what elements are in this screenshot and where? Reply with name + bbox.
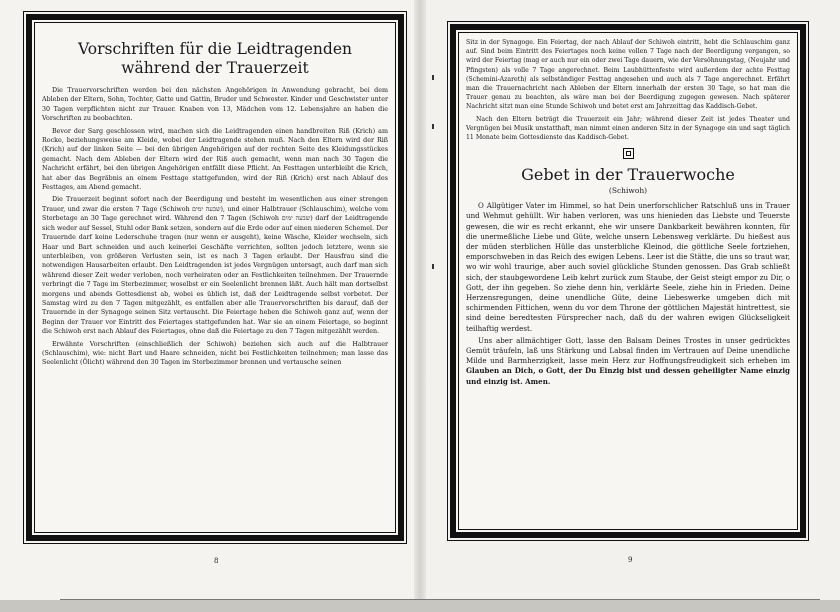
prayer-paragraph: O Allgütiger Vater im Himmel, so hat Dein unerforschlicher Ratschluß uns in Trauer und Wehmut gehüllt. Wir haben verloren, was uns hienieden das Liebste und Teuerste gewesen, die wir es recht erkannt, ehe wir unsere Dankbarkeit bewähren konnten, für die unermeßliche Liebe und Güte, welche unsern Lebensweg verklärte. Du hießest aus der müden sterblichen Hülle das unsterbliche Kleinod, die göttliche Seele fortziehen, emporschweben in das Reich des ewigen Lebens. Leer ist die Stätte, die uns so traut war, wo wir wohl traurige, aber auch soviel glückliche Stunden genossen. Das Grab schließt sich, der staubgewordene Leib kehrt zurück zum Staube, der Geist steigt empor zu Dir, o Gott, der ihn gegeben. So ziehe denn hin, verklärte Seele, ziehe hin in Frieden. Deine Herzensregungen, deine unendliche Güte, deine Liebeswerke umgeben dich mit schirmenden Fittichen, wenn du vor dem Throne der göttlichen Majestät hintrettest, sie sind deine beredtesten Fürsprecher nach, daß du der wahren ewigen Glückseligkeit teilhaftig werdest. bbox=[466, 201, 790, 333]
square-ornament-icon bbox=[623, 148, 634, 159]
paragraph: Bevor der Sarg geschlossen wird, machen sich die Leidtragenden einen handbreiten Riß (Krich) am Rocke, beziehungsweise am Kleide, wobei der Leidtragende stehen muß. Nach den Eltern wird der Riß (Krich) auf der linken Seite — bei den übrigen Angehörigen auf der rechten Seite des Kleidungsstückes gemacht. Nach dem Ableben der Eltern wird der Riß auch gemacht, wenn man nach 30 Tagen die Nachricht erfährt, bei den übrigen Angehörigen entfällt diese Pflicht. An Festtagen unterbleibt die Krich, hat aber das Begräbnis an einem Festtage stattgefunden, wird der Riß (Krich) erst nach Ablauf des Festtages, am Abend gemacht. bbox=[42, 127, 388, 192]
left-page-title bbox=[42, 40, 388, 78]
paragraph: Die Trauervorschriften werden bei den nächsten Angehörigen in Anwendung gebracht, bei dem Ableben der Eltern, Sohn, Tochter, Gatte und Gattin, Bruder und Schwester. Kinder und Geschwister unter 30 Tagen verpflichten nicht zur Trauer. Knaben von 13, Mädchen vom 12. Lebensjahre an haben die Vorschriften zu beobachten. bbox=[42, 87, 388, 123]
margin-mark bbox=[432, 75, 434, 80]
paragraph: Sitz in der Synagoge. Ein Feiertag, der nach Ablauf der Schiwoh eintritt, hebt die Schlauschim ganz auf. Sind beim Eintritt des Feiertages noch keine vollen 7 Tage nach der Beerdigung vergangen, so wird der Feiertag (mag er auch nur ein oder zwei Tage dauern, wie der Versöhnungstag, (Neujahr und Pfingsten) als volle 7 Tage angerechnet. Beim Laubhüttenfeste wird außerdem der achte Festtag (Schemini-Azareth) als selbständiger Festtag angesehen und auch als 7 Tage angerechnet. Erfährt man die Trauernachricht nach Ableben der Eltern innerhalb der ersten 30 Tage, so hat man die Trauer genau zu beachten, als wäre man bei der Beerdigung zugegen gewesen. Nach späterer Nachricht sitzt man eine Stunde Schiwoh und betet erst am Jahrzeittag das Kaddisch-Gebet. bbox=[466, 39, 790, 111]
margin-mark bbox=[432, 124, 434, 129]
prayer-body bbox=[466, 201, 790, 387]
title-line-1: Vorschriften für die Leidtragenden bbox=[78, 40, 352, 58]
page-bottom-edge bbox=[0, 600, 840, 612]
page-number-left: 8 bbox=[214, 557, 219, 565]
left-page-body bbox=[42, 86, 388, 368]
right-page-top-text bbox=[466, 38, 790, 142]
page-number-right: 9 bbox=[628, 556, 633, 564]
prayer-subtitle: (Schiwoh) bbox=[608, 186, 648, 196]
ornament-separator bbox=[466, 148, 790, 159]
prayer-paragraph-final bbox=[466, 336, 790, 387]
paragraph: Die Trauerzeit beginnt sofort nach der Beerdigung und besteht im wesentlichen aus einer strengen Trauer, und zwar die ersten 7 Tage (Schiwoh שבעה ימים), und einer Halbtrauer (Schlauschim), welche vom Sterbetage an 30 Tage gerechnet wird. Während den 7 Tagen (Schiwoh שבעה ימים) darf der Leidtragende sich weder auf Sessel, Stuhl oder Bank setzen, sondern auf die Erde oder auf einen niederen Schemel. Der Trauernde darf keine Lederschuhe tragen (nur wenn er ausgeht), keine Wäsche, Kleider wechseln, sich Haar und Bart schneiden und auch keinerlei Geschäfte verrichten, sollten jedoch letztere, wenn sie unterbleiben, von größeren Verlusten sein, ist es nach 3 Tagen erlaubt. Der Hausfrau sind die notwendigen Hausarbeiten erlaubt. Den Leidtragenden ist jedes Vergnügen untersagt, auch darf man sich während dieser Zeit weder verloben, noch verheiraten oder an Festlichkeiten teilnehmen. Der Trauernde verbringt die 7 Tage im Sterbezimmer, woselbst er ein Seelenlicht brennen läßt. Auch hält man dortselbst morgens und abends Gottesdienst ab, wobei es üblich ist, daß der Leidtragende selbst vorbetet. Der Samstag wird zu den 7 Tagen mitgezählt, es entfallen aber alle Trauervorschriften bis darauf, daß der Trauernde in der Synagoge seinen Sitz vertauscht. Die Feiertage heben die Schiwoh ganz auf, wenn der Beginn der Trauer vor Eintritt des Feiertages stattgefunden hat. War sie an einem Feiertage, so beginnt die Schiwoh erst nach Ablauf des Feiertages, ohne daß die Feiertage zu den 7 Tagen mitgezählt werden. bbox=[42, 196, 388, 336]
prayer-final-text: Uns aber allmächtiger Gott, lasse den Balsam Deines Trostes in unser gedrücktes Gemüt träufeln, laß uns Stärkung und Labsal finden im Vertrauen auf Deine unendliche Milde und Barmherzigkeit, lasse mein Herz zur Hoffnungsfreudigkeit sich erheben im bbox=[466, 335, 790, 366]
prayer-final-bold-text: Glauben an Dich, o Gott, der Du Einzig bist und dessen geheiligter Name einzig und einzig ist. Amen. bbox=[466, 366, 790, 386]
paragraph: Erwähnte Vorschriften (einschließlich der Schiwoh) beziehen sich auch auf die Halbtrauer (Schlauschim), wie: nicht Bart und Haare schneiden, nicht bei Festlichkeiten teilnehmen; man lasse das Seelenlicht (Ölicht) während den 30 Tagen im Sterbezimmer brennen und vertausche seinen bbox=[42, 340, 388, 367]
margin-mark bbox=[432, 264, 434, 269]
title-line-2: während der Trauerzeit bbox=[121, 59, 309, 77]
prayer-title: Gebet in der Trauerwoche bbox=[521, 165, 735, 185]
book-gutter bbox=[414, 0, 426, 612]
right-page-frame bbox=[450, 24, 806, 538]
paragraph: Nach den Eltern beträgt die Trauerzeit ein Jahr; während dieser Zeit ist jedes Theater und Vergnügen bei Musik unstatthaft, man nimmt einen anderen Sitz in der Synagoge ein und sagt täglich 11 Monate beim Gottesdienste das Kaddisch-Gebet. bbox=[466, 115, 790, 142]
left-page-frame bbox=[26, 14, 404, 541]
